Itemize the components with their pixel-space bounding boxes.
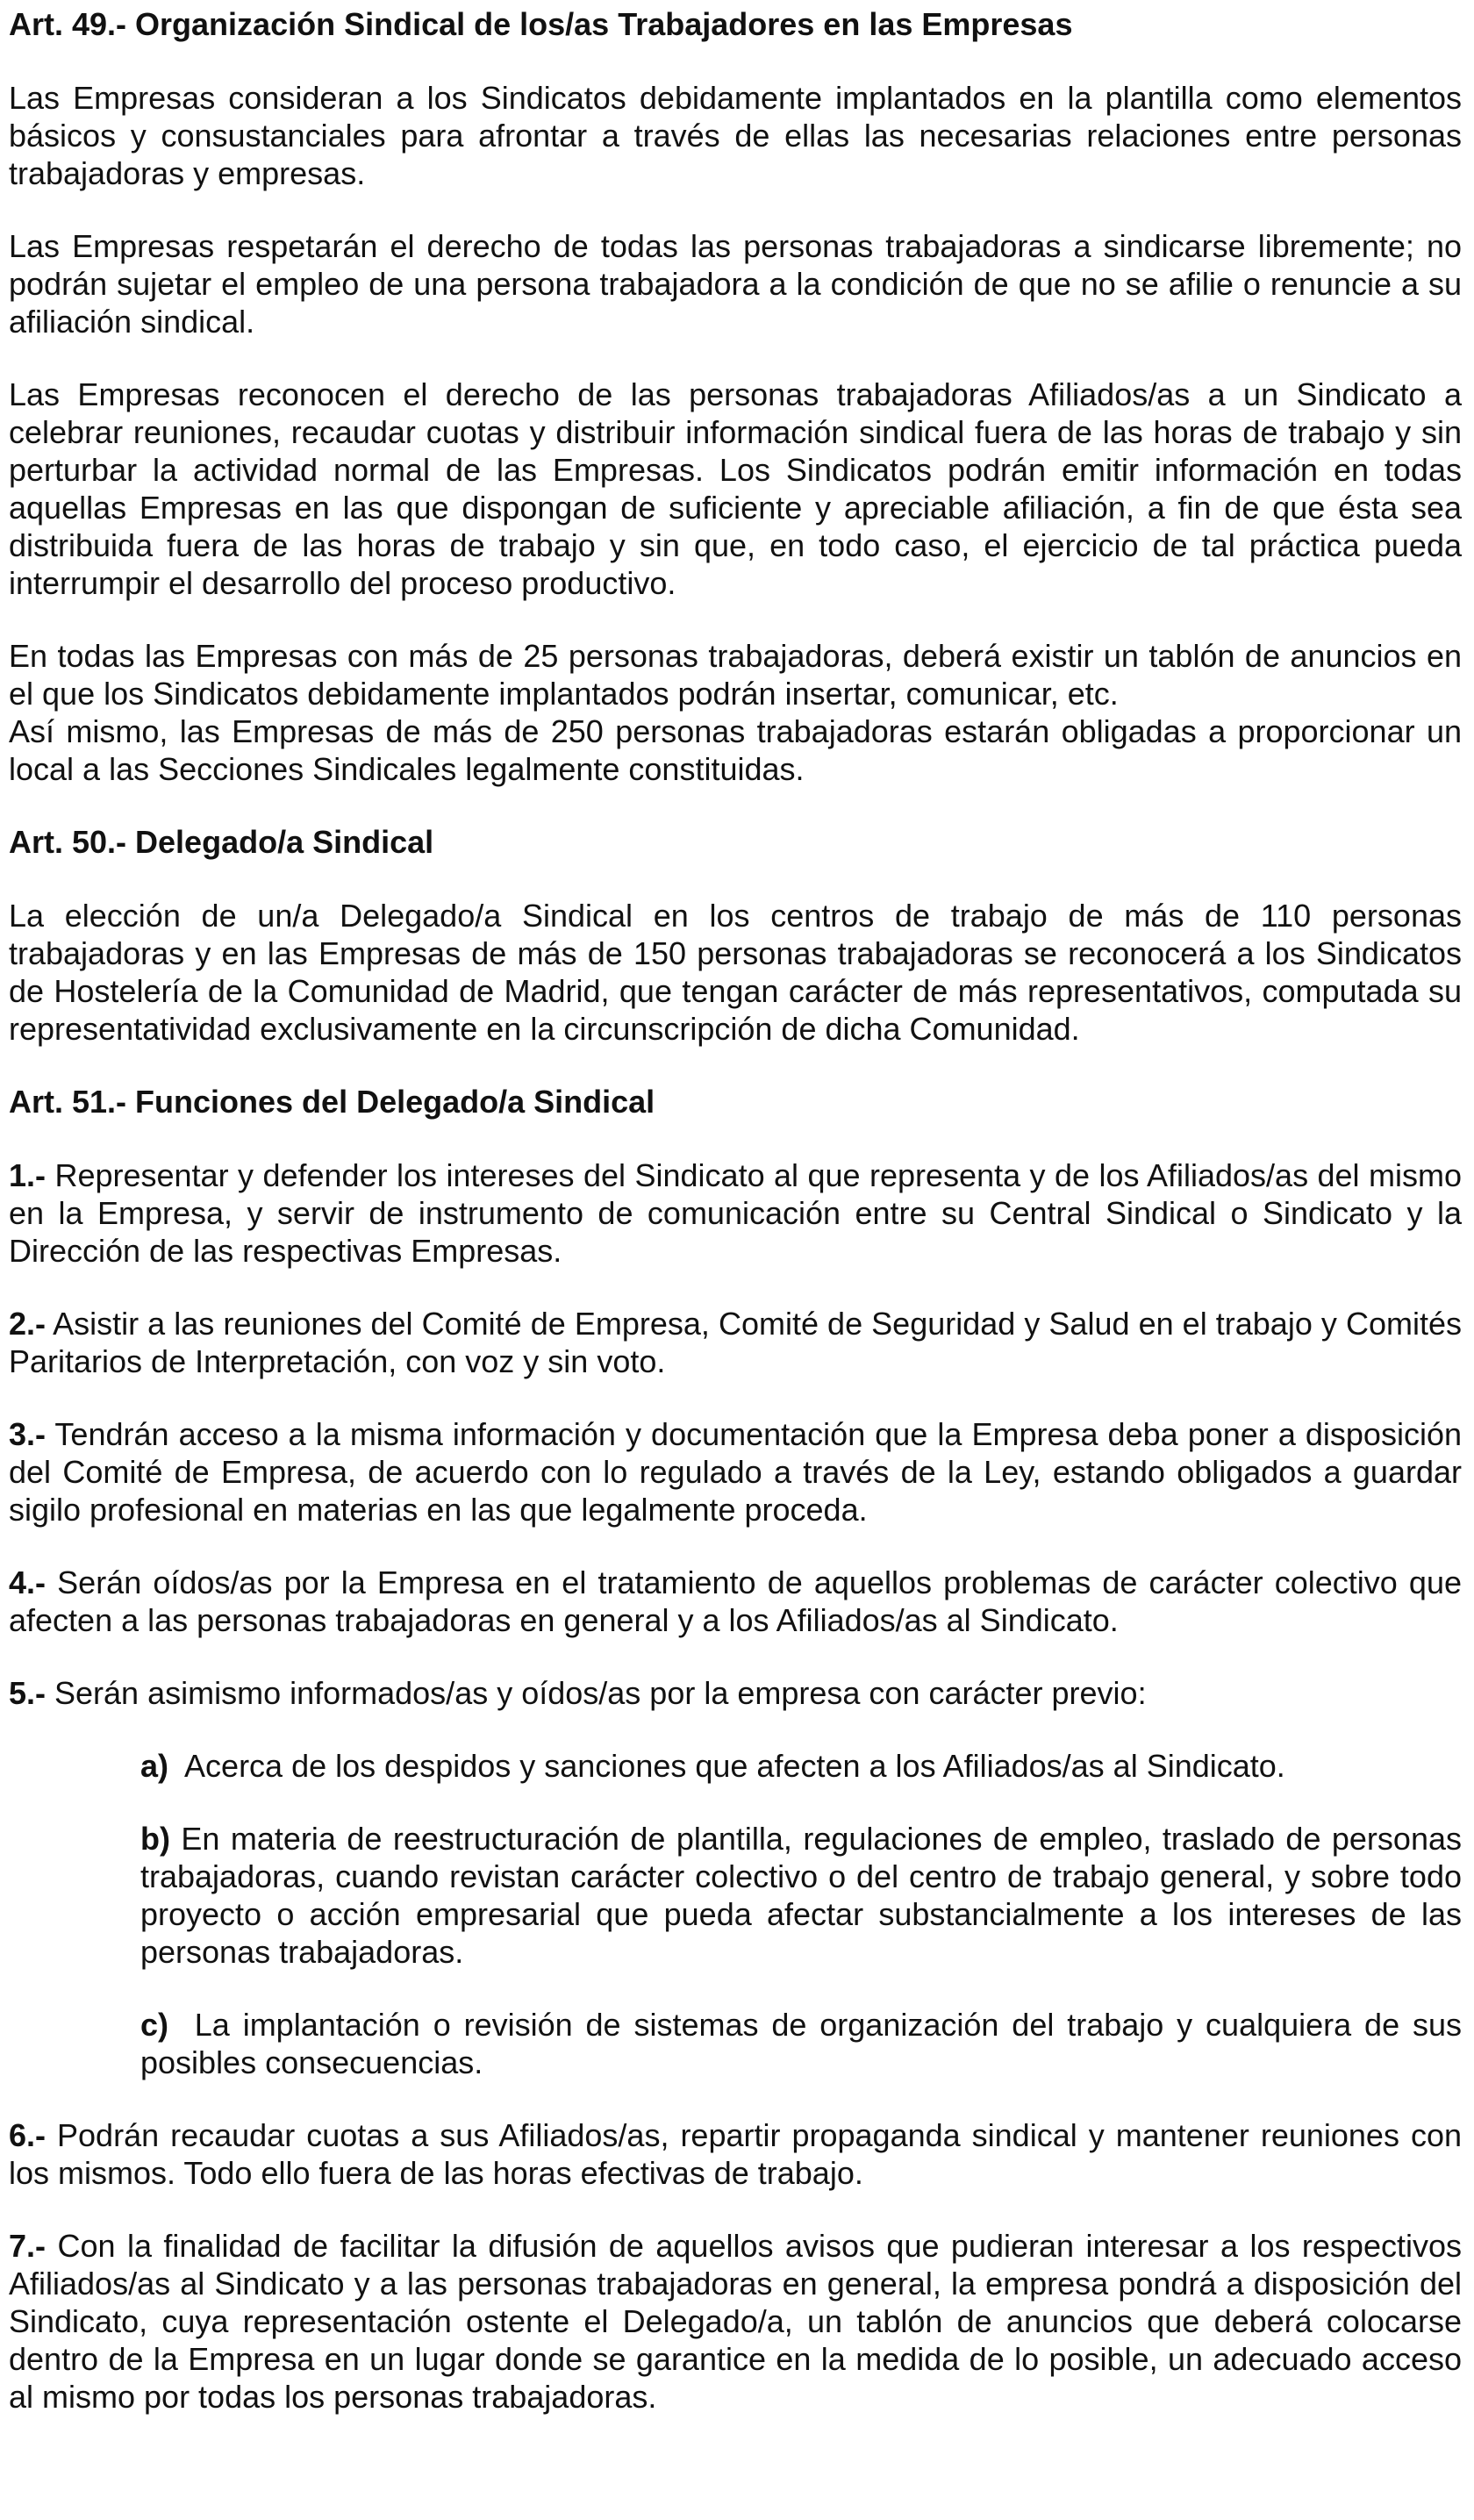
art-51-subitem-c [140, 2006, 1471, 2081]
art-51-item-7 [9, 2227, 1462, 2416]
item-text: Representar y defender los intereses del Sindicato al que representa y de los Afiliados/as del mismo en la Empresa, y servir de instrumento de comunicación entre su Central Sindical o Sindicato y la Dirección de las respectivas Empresas. [9, 1157, 1462, 1269]
item-text: Asistir a las reuniones del Comité de Empresa, Comité de Seguridad y Salud en el trabajo y Comités Paritarios de Interpretación, con voz y sin voto. [9, 1306, 1462, 1379]
item-text: Con la finalidad de facilitar la difusión de aquellos avisos que pudieran interesar a los respectivos Afiliados/as al Sindicato y a las personas trabajadoras en general, la empresa pondrá a disposición del Sindicato, cuya representación ostente el Delegado/a, un tablón de anuncios que deberá colocarse dentro de la Empresa en un lugar donde se garantice en la medida de lo posible, un adecuado acceso al mismo por todas los personas trabajadoras. [9, 2228, 1462, 2415]
art-49-paragraph-1: Las Empresas consideran a los Sindicatos debidamente implantados en la plantilla como elementos básicos y consustanciales para afrontar a través de ellas las necesarias relaciones entre personas trabajadoras y empresas. [9, 80, 1462, 191]
item-number: 5.- [9, 1675, 47, 1711]
art-50-heading: Art. 50.- Delegado/a Sindical [9, 824, 434, 860]
subitem-letter: b) [140, 1821, 170, 1857]
art-51-item-5 [9, 1674, 1462, 1712]
item-number: 2.- [9, 1306, 47, 1342]
item-number: 6.- [9, 2117, 47, 2153]
item-number: 7.- [9, 2228, 47, 2264]
item-text: Podrán recaudar cuotas a sus Afiliados/as, repartir propaganda sindical y mantener reuniones con los mismos. Todo ello fuera de las horas efectivas de trabajo. [9, 2117, 1462, 2191]
art-51-subitem-b [140, 1820, 1462, 1971]
art-51-item-2 [9, 1305, 1462, 1380]
art-51-subitem-a [140, 1747, 1462, 1785]
subitem-text: Acerca de los despidos y sanciones que afecten a los Afiliados/as al Sindicato. [168, 1748, 1285, 1784]
art-49-heading: Art. 49.- Organización Sindical de los/as Trabajadores en las Empresas [9, 6, 1073, 42]
item-number: 3.- [9, 1416, 47, 1452]
art-49-paragraph-2: Las Empresas respetarán el derecho de todas las personas trabajadoras a sindicarse libremente; no podrán sujetar el empleo de una persona trabajadora a la condición de que no se afilie o renuncie a su afiliación sindical. [9, 228, 1462, 340]
subitem-letter: a) [140, 1748, 169, 1784]
art-49-paragraph-4: En todas las Empresas con más de 25 personas trabajadoras, deberá existir un tablón de anuncios en el que los Sindicatos debidamente implantados podrán insertar, comunicar, etc. [9, 638, 1462, 712]
art-49-paragraph-3: Las Empresas reconocen el derecho de las personas trabajadoras Afiliados/as a un Sindicato a celebrar reuniones, recaudar cuotas y distribuir información sindical fuera de las horas de trabajo y sin perturbar la actividad normal de las Empresas. Los Sindicatos podrán emitir información en todas aquellas Empresas en las que dispongan de suficiente y apreciable afiliación, a fin de que ésta sea distribuida fuera de las horas de trabajo y sin que, en todo caso, el ejercicio de tal práctica pueda interrumpir el desarrollo del proceso productivo. [9, 376, 1462, 601]
subitem-text: La implantación o revisión de sistemas de organización del trabajo y cualquiera de sus posibles consecuencias. [140, 2007, 1471, 2080]
art-51-item-6 [9, 2116, 1462, 2192]
item-number: 1.- [9, 1157, 47, 1193]
art-49-paragraph-5: Así mismo, las Empresas de más de 250 personas trabajadoras estarán obligadas a proporcionar un local a las Secciones Sindicales legalmente constituidas. [9, 713, 1462, 787]
item-text: Serán asimismo informados/as y oídos/as por la empresa con carácter previo: [46, 1675, 1147, 1711]
art-51-heading: Art. 51.- Funciones del Delegado/a Sindical [9, 1084, 655, 1120]
document-page [9, 5, 1471, 2451]
art-51-item-4 [9, 1564, 1462, 1639]
art-51-item-1 [9, 1156, 1462, 1270]
item-number: 4.- [9, 1564, 47, 1600]
art-50-paragraph: La elección de un/a Delegado/a Sindical en los centros de trabajo de más de 110 personas trabajadoras y en las Empresas de más de 150 personas trabajadoras se reconocerá a los Sindicatos de Hostelería de la Comunidad de Madrid, que tengan carácter de más representativos, computada su representatividad exclusivamente en la circunscripción de dicha Comunidad. [9, 898, 1462, 1047]
subitem-text: En materia de reestructuración de plantilla, regulaciones de empleo, traslado de personas trabajadoras, cuando revistan carácter colectivo o del centro de trabajo general, y sobre todo proyecto o acción empresarial que pueda afectar substancialmente a los intereses de las personas trabajadoras. [140, 1821, 1462, 1970]
subitem-letter: c) [140, 2007, 169, 2043]
item-text: Tendrán acceso a la misma información y documentación que la Empresa deba poner a disposición del Comité de Empresa, de acuerdo con lo regulado a través de la Ley, estando obligados a guardar sigilo profesional en materias en las que legalmente proceda. [9, 1416, 1462, 1528]
art-51-item-3 [9, 1415, 1462, 1528]
item-text: Serán oídos/as por la Empresa en el tratamiento de aquellos problemas de carácter colectivo que afecten a las personas trabajadoras en general y a los Afiliados/as al Sindicato. [9, 1564, 1462, 1638]
